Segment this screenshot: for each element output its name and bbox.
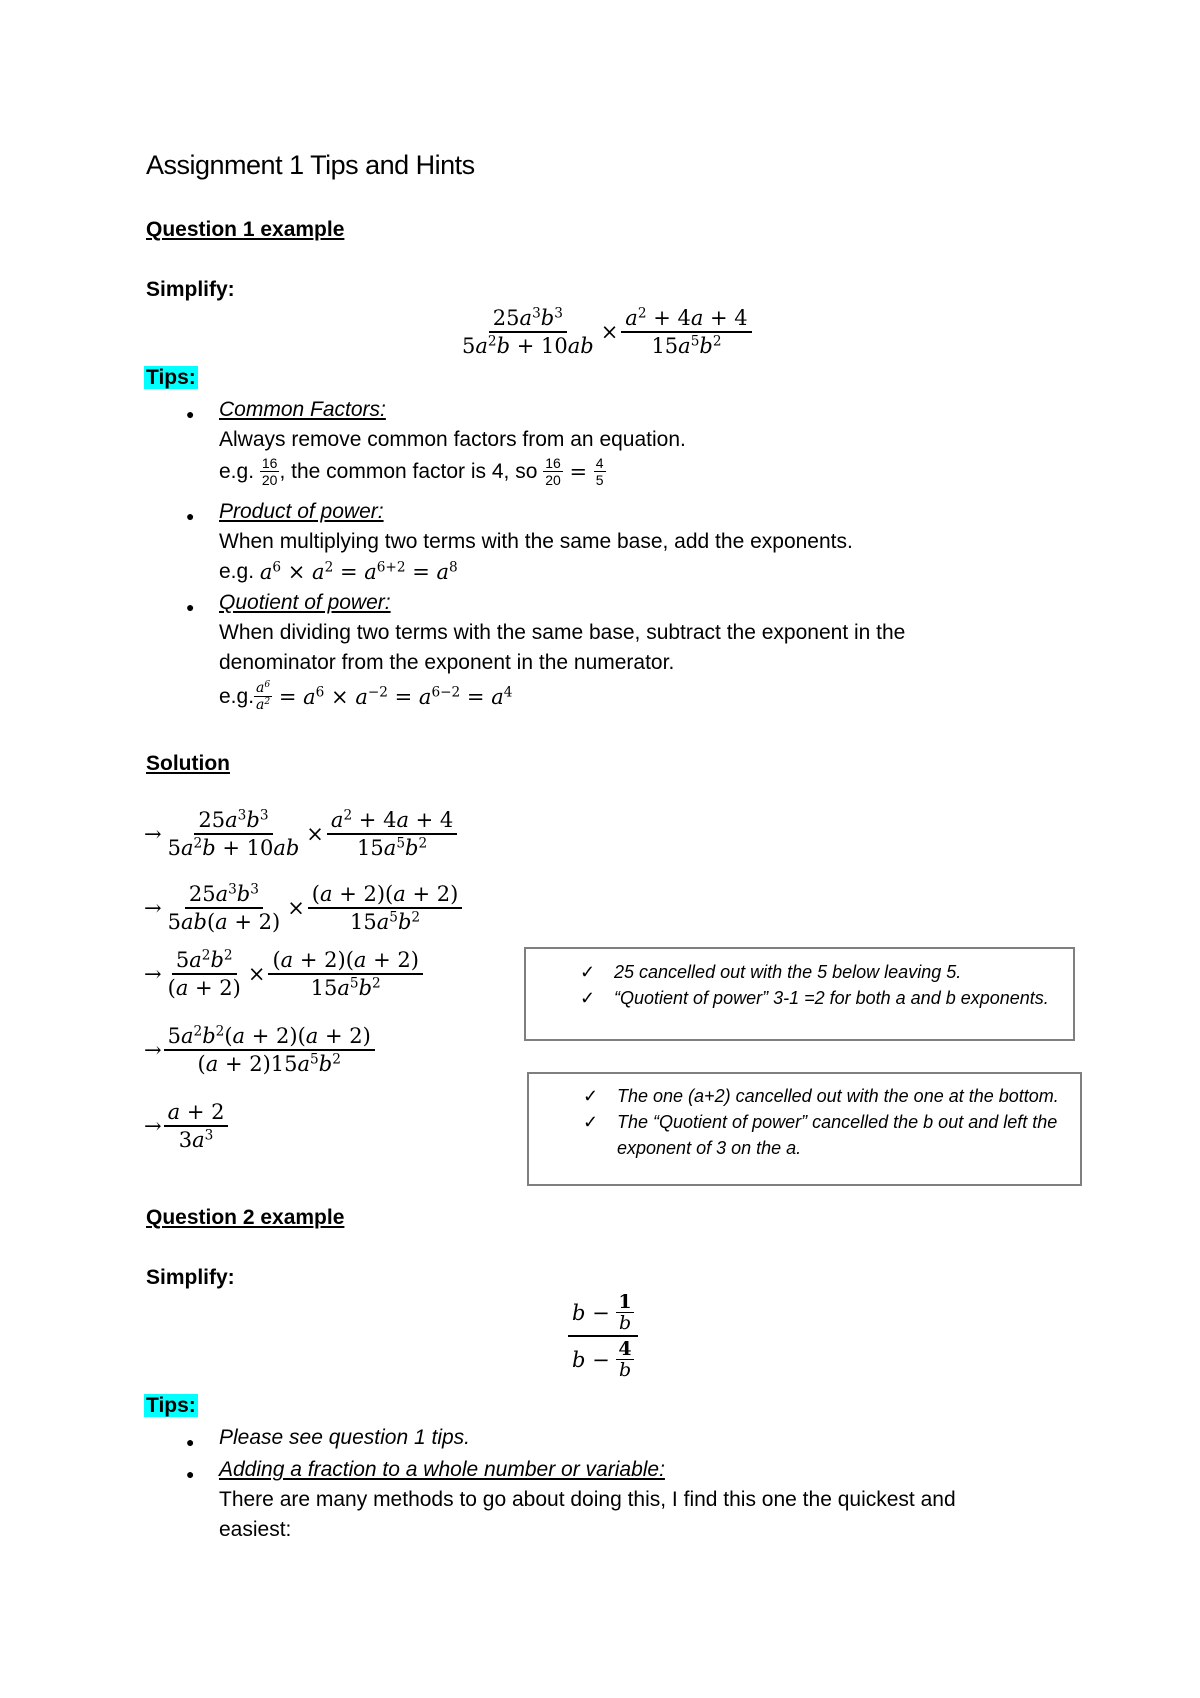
q2-tip-adding-fraction [219, 1455, 956, 1545]
solution-heading: Solution [146, 752, 230, 775]
tip-product-of-power [219, 497, 853, 587]
solution-step-2: → $\frac{25a^3b^3}{5ab(a + 2)}$ × $\frac{(a + 2)(a + 2)}{15a^5b^2}$ [144, 882, 462, 934]
page-title: Assignment 1 Tips and Hints [146, 150, 475, 180]
tip-text: When multiplying two terms with the same base, add the exponents. [219, 530, 853, 553]
tip-text: There are many methods to go about doing this, I find this one the quickest and [219, 1488, 956, 1511]
note-box-1 [524, 947, 1075, 1041]
note-box-2 [527, 1072, 1082, 1186]
tip-common-factors [219, 395, 686, 488]
solution-step-5: → $\frac{a + 2}{3a^3}$ [144, 1100, 228, 1152]
q2-tips-label: Tips: [146, 1394, 196, 1417]
tip-name: Adding a fraction to a whole number or variable: [219, 1458, 665, 1481]
solution-step-3: → $\frac{5a^2b^2}{(a + 2)}$ × $\frac{(a + 2)(a + 2)}{15a^5b^2}$ [144, 948, 423, 1000]
tip-text: easiest: [219, 1518, 292, 1541]
bullet-icon: ● [186, 1434, 195, 1450]
solution-step-4: → $\frac{5a^2b^2(a + 2)(a + 2)}{(a + 2)15a^5b^2}$ [144, 1024, 375, 1076]
tip-example: e.g. $\frac{16}{20}$ , the common factor is 4, so $\frac{16}{20}$ = $\frac{4}{5}$ [219, 455, 604, 488]
bullet-icon: ● [186, 599, 195, 615]
q1-simplify-label: Simplify: [146, 278, 235, 301]
example-fraction: $\frac{4}{5}$ [595, 455, 604, 488]
check-icon: ✓ [583, 1112, 599, 1132]
tip-name: Quotient of power: [219, 591, 391, 614]
check-icon: ✓ [580, 988, 596, 1008]
tip-text: When dividing two terms with the same base, subtract the exponent in the [219, 621, 906, 644]
example-fraction: $\frac{a^6}{a^2}$ [256, 680, 271, 713]
q2-simplify-label: Simplify: [146, 1266, 235, 1289]
solution-step-1: → $\frac{25a^3b^3}{5a^2b + 10ab}$ × $\frac{a^2 + 4a + 4}{15a^5b^2}$ [144, 808, 457, 860]
note-item: ✓ The one (a+2) cancelled out with the one at the bottom. [529, 1083, 1080, 1109]
q2-tip-see-q1: Please see question 1 tips. [219, 1426, 470, 1449]
q1-problem-expression: $\frac{25a^3b^3}{5a^2b + 10ab}$ × $\frac{a^2 + 4a + 4}{15a^5b^2}$ [458, 306, 752, 358]
tip-name: Common Factors: [219, 398, 386, 421]
q1-tips-label: Tips: [146, 366, 196, 389]
tip-text: denominator from the exponent in the numerator. [219, 651, 675, 674]
tip-name: Product of power: [219, 500, 384, 523]
bullet-icon: ● [186, 406, 195, 422]
note-item: ✓ The “Quotient of power” cancelled the b out and left the exponent of 3 on the a. [529, 1109, 1080, 1161]
tip-example: e.g. $a^6 \times a^2 = a^{6+2} = a^8$ [219, 559, 458, 584]
note-item: ✓ 25 cancelled out with the 5 below leaving 5. [526, 959, 1073, 985]
example-fraction: $\frac{16}{20}$ [545, 455, 561, 488]
example-fraction: $\frac{16}{20}$ [261, 455, 278, 488]
q2-problem-expression: b − $\frac{1}{b}$ b − $\frac{4}{b}$ [568, 1292, 638, 1380]
q2-heading: Question 2 example [146, 1206, 345, 1229]
q1-heading: Question 1 example [146, 218, 345, 241]
tip-text: Always remove common factors from an equation. [219, 428, 686, 451]
bullet-icon: ● [186, 1466, 195, 1482]
check-icon: ✓ [580, 962, 596, 982]
bullet-icon: ● [186, 508, 195, 524]
note-item: ✓ “Quotient of power” 3-1 =2 for both a and b exponents. [526, 985, 1073, 1011]
tip-example: e.g. $\frac{a^6}{a^2}$ = $a^6 \times a^{-2} = a^{6-2} = a^4$ [219, 680, 513, 713]
check-icon: ✓ [583, 1086, 599, 1106]
tip-quotient-of-power [219, 588, 905, 713]
